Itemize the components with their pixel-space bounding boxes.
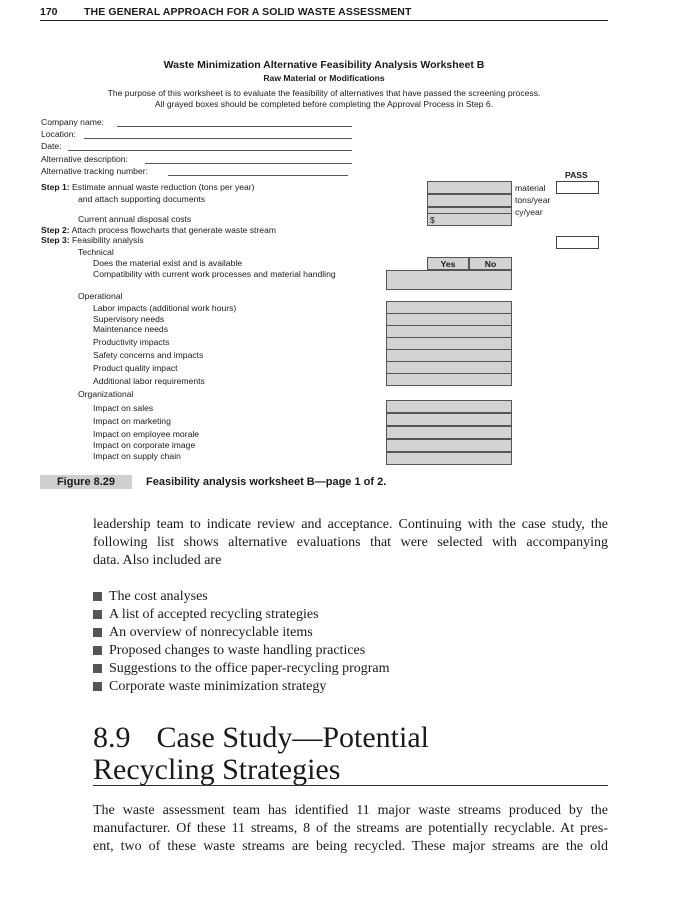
step2-text: Attach process flowcharts that generate waste stream: [71, 225, 277, 235]
running-header: [40, 6, 608, 21]
paragraph-line: data. Also included are: [93, 553, 222, 568]
organizational-answer-cell[interactable]: [386, 452, 512, 465]
operational-item: Additional labor requirements: [93, 376, 205, 386]
section-heading-line-1: [93, 722, 608, 754]
organizational-item: Impact on marketing: [93, 416, 171, 426]
technical-item: Compatibility with current work processes and material handling: [93, 269, 336, 279]
section-title-line-1: Case Study—Potential: [156, 721, 429, 754]
pass-label: PASS: [565, 170, 588, 180]
organizational-answer-cell[interactable]: [386, 439, 512, 452]
organizational-answer-cell[interactable]: [386, 426, 512, 439]
organizational-answer-cell[interactable]: [386, 413, 512, 426]
field-line-date[interactable]: [68, 150, 352, 151]
bullet-square-icon: [93, 592, 102, 601]
material-box[interactable]: [427, 181, 512, 194]
organizational-answer-cell[interactable]: [386, 400, 512, 413]
step2-label: Step 2:: [41, 225, 70, 235]
step3-label: Step 3:: [41, 235, 70, 245]
organizational-item: Impact on supply chain: [93, 451, 181, 461]
technical-item: Does the material exist and is available: [93, 258, 243, 268]
field-label-company-name: Company name:: [41, 117, 105, 127]
page-number: 170: [40, 6, 58, 18]
paragraph-1: [93, 516, 608, 570]
bullet-square-icon: [93, 610, 102, 619]
paragraph-2: [93, 802, 608, 856]
pass-checkbox-step3[interactable]: [556, 236, 599, 249]
bullet-square-icon: [93, 664, 102, 673]
unit-material: material: [515, 183, 546, 193]
step1-label: Step 1:: [41, 182, 70, 192]
organizational-item: Impact on sales: [93, 403, 154, 413]
worksheet-title: Waste Minimization Alternative Feasibility Analysis Worksheet B: [163, 59, 485, 71]
field-label-date: Date:: [41, 141, 62, 151]
technical-label: Technical: [78, 247, 114, 257]
field-line-tracking-number[interactable]: [168, 175, 348, 176]
operational-answer-cell[interactable]: [386, 373, 512, 386]
field-label-tracking-number: Alternative tracking number:: [41, 166, 148, 176]
paragraph-line: following list shows alternative evaluations that were selected with accompanying: [93, 535, 608, 550]
worksheet-purpose-line-2: All grayed boxes should be completed before completing the Approval Process in Step 6.: [154, 99, 494, 109]
pass-checkbox-step1[interactable]: [556, 181, 599, 194]
operational-item: Safety concerns and impacts: [93, 350, 204, 360]
step1-text-continued: and attach supporting documents: [78, 194, 206, 204]
worksheet-purpose-line-1: The purpose of this worksheet is to evaluate the feasibility of alternatives that have passed the screening process.: [107, 88, 541, 98]
step1: [41, 182, 255, 192]
dollar-sign: $: [430, 215, 435, 225]
section-heading: [93, 722, 608, 786]
paragraph-line: manufacturer. Of these 11 streams, 8 of the streams are potentially recyclable. At pres-: [93, 821, 608, 836]
operational-item: Supervisory needs: [93, 314, 165, 324]
organizational-label: Organizational: [78, 389, 134, 399]
operational-label: Operational: [78, 291, 123, 301]
list-item: Corporate waste minimization strategy: [93, 678, 493, 696]
figure-label: Figure 8.29: [40, 475, 132, 489]
worksheet-subtitle: Raw Material or Modifications: [263, 73, 385, 83]
bullet-square-icon: [93, 682, 102, 691]
operational-item: Productivity impacts: [93, 337, 170, 347]
field-line-alternative-description[interactable]: [145, 163, 352, 164]
yes-label: Yes: [440, 259, 456, 269]
list-item: The cost analyses: [93, 588, 493, 606]
list-item: Proposed changes to waste handling practices: [93, 642, 493, 660]
section-title-line-2: Recycling Strategies: [93, 753, 341, 786]
section-number: 8.9: [93, 721, 131, 754]
operational-item: Labor impacts (additional work hours): [93, 303, 237, 313]
operational-item: Product quality impact: [93, 363, 178, 373]
unit-tons-per-year: tons/year: [515, 195, 551, 205]
no-label: No: [484, 259, 497, 269]
disposal-cost-box[interactable]: [427, 213, 512, 226]
field-line-company-name[interactable]: [117, 126, 352, 127]
figure-caption: Feasibility analysis worksheet B—page 1 of 2.: [146, 476, 387, 488]
operational-item: Maintenance needs: [93, 324, 169, 334]
section-heading-rule: [93, 785, 608, 786]
list-item: Suggestions to the office paper-recycling program: [93, 660, 493, 678]
list-item: A list of accepted recycling strategies: [93, 606, 493, 624]
technical-answer-box[interactable]: [386, 270, 512, 290]
step1-text: Estimate annual waste reduction (tons per year): [72, 182, 255, 192]
running-title: THE GENERAL APPROACH FOR A SOLID WASTE ASSESSMENT: [84, 6, 412, 18]
paragraph-line: ent, two of these waste streams are being recycled. These major streams are the old: [93, 839, 608, 854]
step3: [41, 235, 144, 245]
field-label-location: Location:: [41, 129, 76, 139]
list-item: An overview of nonrecyclable items: [93, 624, 493, 642]
paragraph-line: leadership team to indicate review and acceptance. Continuing with the case study, the: [93, 517, 608, 532]
paragraph-line: The waste assessment team has identified 11 major waste streams produced by the: [93, 803, 608, 818]
current-disposal-label: Current annual disposal costs: [78, 214, 192, 224]
tons-per-year-box[interactable]: [427, 194, 512, 207]
organizational-item: Impact on employee morale: [93, 429, 200, 439]
field-line-location[interactable]: [84, 138, 352, 139]
unit-cy-per-year: cy/year: [515, 207, 543, 217]
step2: [41, 225, 276, 235]
bullet-square-icon: [93, 628, 102, 637]
bullet-square-icon: [93, 646, 102, 655]
organizational-item: Impact on corporate image: [93, 440, 196, 450]
field-label-alternative-description: Alternative description:: [41, 154, 128, 164]
step3-text: Feasibility analysis: [72, 235, 144, 245]
